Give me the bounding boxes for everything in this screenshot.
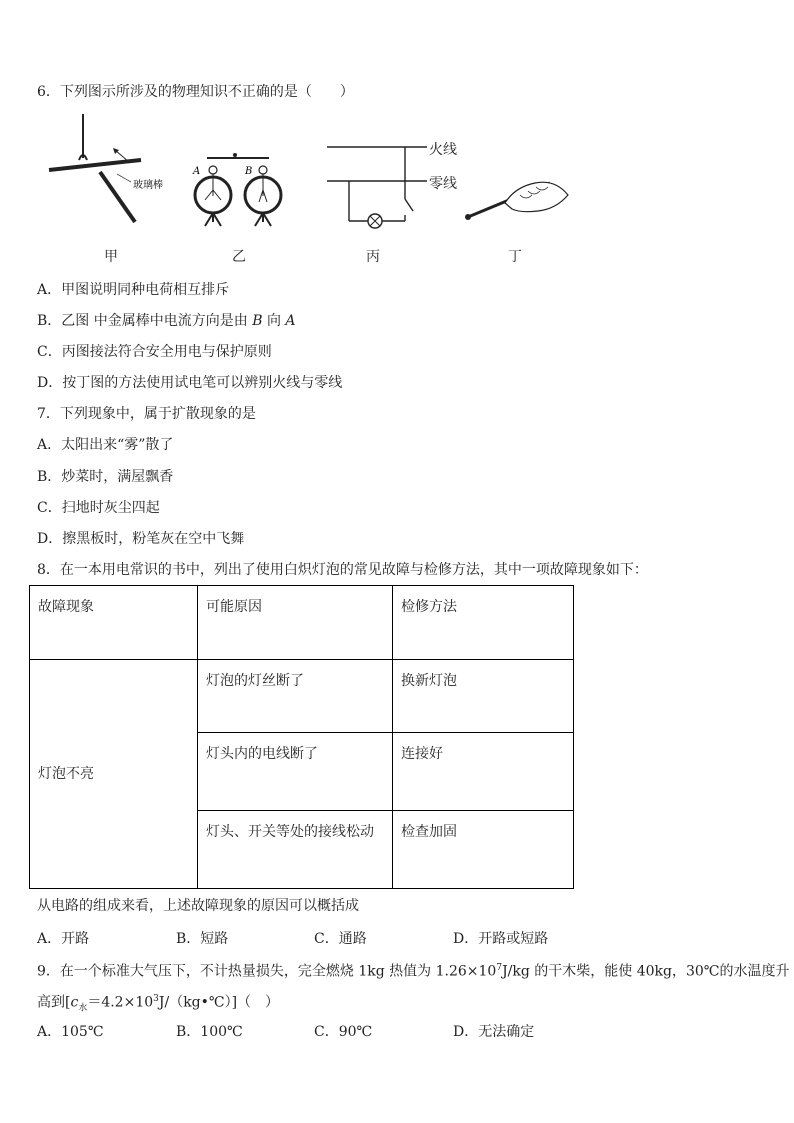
fault-table	[29, 585, 574, 889]
glass-rod	[100, 172, 135, 222]
fix-cell: 换新灯泡	[393, 660, 574, 733]
fix-cell: 检查加固	[393, 811, 574, 889]
table-header-row	[30, 586, 574, 660]
table-header-cell: 检修方法	[393, 586, 574, 660]
rod-handle	[233, 153, 237, 157]
q6-option-b: B．乙图 中金属棒中电流方向是由 B 向 A	[37, 313, 296, 329]
q9-stem-line2: 高到$[c_水=4.2\times 10^3J/(kg•℃)]$（ ）	[37, 994, 280, 1014]
q6-option-c: C．丙图接法符合安全用电与保护原则	[37, 344, 272, 360]
fig-label-jia: 甲	[104, 249, 118, 265]
figure-jia	[45, 112, 165, 230]
suspended-rod	[49, 160, 141, 170]
table-row	[30, 660, 574, 733]
q7-stem: 7．下列现象中，属于扩散现象的是	[37, 406, 256, 422]
pen-tip	[465, 214, 471, 220]
hand-icon	[505, 182, 568, 211]
q9-option-d: D．无法确定	[453, 1024, 535, 1040]
q7-option-a: A．太阳出来“雾”散了	[37, 437, 174, 453]
q8-option-b: B．短路	[176, 931, 229, 947]
q6-stem: 6．下列图示所涉及的物理知识不正确的是（ ）	[37, 84, 354, 100]
live-wire-label: 火线	[429, 142, 457, 158]
q6-option-a: A．甲图说明同种电荷相互排斥	[37, 282, 230, 298]
neutral-wire-label: 零线	[429, 176, 457, 192]
q8-followup: 从电路的组成来看，上述故障现象的原因可以概括成	[37, 898, 359, 914]
q8-option-a: A．开路	[37, 931, 90, 947]
q8-option-c: C．通路	[314, 931, 367, 947]
fix-cell: 连接好	[393, 733, 574, 811]
cause-cell: 灯头、开关等处的接线松动	[198, 811, 393, 889]
q9-option-c: C．90℃	[314, 1024, 373, 1040]
label-b: B	[245, 166, 253, 177]
q8-option-d: D．开路或短路	[453, 931, 549, 947]
stand-a	[205, 213, 221, 226]
q6-option-d: D．按丁图的方法使用试电笔可以辨别火线与零线	[37, 375, 343, 391]
q7-option-b: B．炒菜时，满屋飘香	[37, 469, 174, 485]
figure-ding	[460, 165, 575, 230]
switch	[405, 199, 413, 211]
fig-label-yi: 乙	[232, 249, 246, 265]
figure-yi	[185, 150, 285, 230]
q9-stem-line1: 9．在一个标准大气压下，不计热量损失，完全燃烧 1kg 热值为 $1.26\times 10^7J/kg$ 的干木柴，能使 40kg，30℃的水温度升	[37, 963, 790, 980]
symptom-cell: 灯泡不亮	[30, 660, 198, 889]
table-header-cell: 故障现象	[30, 586, 198, 660]
q7-option-d: D．擦黑板时，粉笔灰在空中飞舞	[37, 531, 245, 547]
label-a: A	[193, 166, 201, 177]
electroscope-a-knob	[209, 166, 217, 174]
leader-line	[117, 174, 131, 182]
q9-option-b: B．100℃	[176, 1024, 243, 1040]
glass-rod-label: 玻璃棒	[133, 180, 163, 191]
fig-label-ding: 丁	[508, 249, 522, 265]
stand-b	[255, 213, 271, 226]
q7-option-c: C．扫地时灰尘四起	[37, 500, 160, 516]
fig-label-bing: 丙	[366, 249, 380, 265]
table-header-cell: 可能原因	[198, 586, 393, 660]
cause-cell: 灯头内的电线断了	[198, 733, 393, 811]
electroscope-b-knob	[259, 166, 267, 174]
q9-option-a: A．105℃	[37, 1024, 104, 1040]
cause-cell: 灯泡的灯丝断了	[198, 660, 393, 733]
q8-stem: 8．在一本用电常识的书中，列出了使用白炽灯泡的常见故障与检修方法，其中一项故障现象如下：	[37, 562, 648, 578]
